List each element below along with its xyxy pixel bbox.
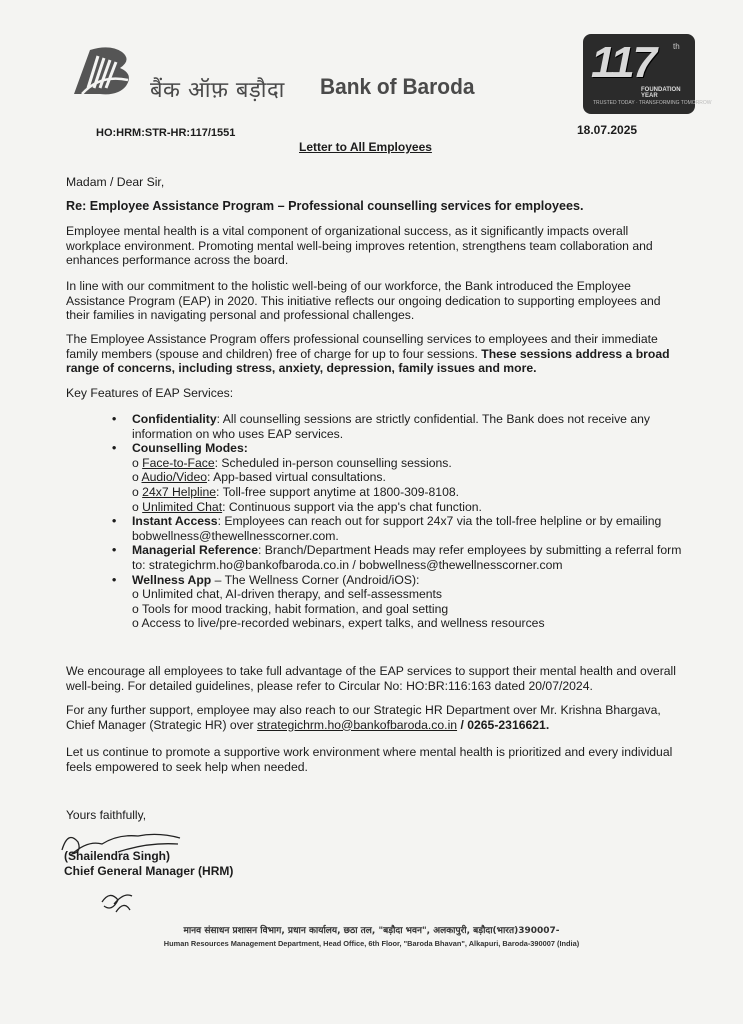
feature-text: – The Wellness Corner (Android/iOS): — [211, 572, 420, 587]
mode-label: Face-to-Face — [142, 455, 215, 470]
badge-tagline: TRUSTED TODAY · TRANSFORMING TOMORROW — [593, 100, 712, 106]
salutation: Madam / Dear Sir, — [66, 175, 165, 189]
reference-number: HO:HRM:STR-HR:117/1551 — [96, 127, 236, 139]
footer-address-english: Human Resources Management Department, Head Office, 6th Floor, "Baroda Bhavan", Alkapuri, Baroda-390007 (India) — [163, 939, 580, 948]
bullet-icon: • — [112, 514, 117, 529]
contact-email-link[interactable]: strategichrm.ho@bankofbaroda.co.in — [257, 717, 458, 732]
sub-marker: o — [132, 616, 139, 631]
mode-text: : Continuous support via the app's chat function. — [222, 499, 482, 514]
app-feature-text: Access to live/pre-recorded webinars, expert talks, and wellness resources — [141, 616, 545, 631]
sub-item — [112, 587, 687, 602]
sub-item — [112, 456, 687, 471]
feature-label: Managerial Reference — [132, 543, 258, 558]
sub-marker: o — [132, 455, 139, 470]
mode-label: Unlimited Chat — [142, 499, 223, 514]
feature-text: : Branch/Department Heads may refer employees by submitting a referral form to: strategichrm.ho@bankofbaroda.co.in / bobwellness@thewellnesscorner.com — [132, 543, 682, 572]
list-item — [112, 514, 687, 543]
sub-item — [112, 470, 687, 485]
badge-suffix: th — [673, 42, 680, 51]
footer-address-hindi: मानव संसाधन प्रशासन विभाग, प्रधान कार्यालय, छठा तल, "बड़ौदा भवन", अलकापुरी, बड़ौदा(भारत)390007- — [183, 926, 560, 936]
paragraph-3-bold: These sessions address a broad range of concerns, including stress, anxiety, depression, family issues and more. — [66, 346, 670, 375]
bullet-icon: • — [112, 543, 117, 558]
bullet-icon: • — [112, 412, 117, 426]
signatory-title: Chief General Manager (HRM) — [64, 864, 234, 878]
sub-item — [112, 500, 687, 515]
letter-title: Letter to All Employees — [299, 140, 432, 154]
paragraph-3 — [66, 332, 676, 376]
paragraph-3-text: The Employee Assistance Program offers professional counselling services to employees and their immediate family members (spouse and children) free of charge for up to four sessions. — [66, 332, 658, 361]
list-item — [112, 543, 687, 572]
paragraph-6: Let us continue to promote a supportive work environment where mental health is prioritized and every individual feels empowered to seek help when needed. — [66, 745, 673, 774]
list-item — [112, 441, 687, 456]
mode-label: 24x7 Helpline — [142, 484, 217, 499]
list-item — [112, 573, 687, 588]
bank-of-baroda-logo-icon — [70, 44, 136, 98]
bullet-icon: • — [112, 572, 117, 587]
sub-marker: o — [132, 499, 139, 514]
sub-marker: o — [132, 587, 139, 602]
closing: Yours faithfully, — [66, 808, 147, 822]
contact-phone: / 0265-2316621. — [457, 717, 550, 732]
mode-text: : Scheduled in-person counselling sessions. — [214, 455, 452, 470]
paragraph-1: Employee mental health is a vital component of organizational success, as it significantly impacts overall workplace environment. Promoting mental well-being improves retention, strengthens team collaboration and enhances performance across the board. — [66, 224, 653, 267]
paragraph-5 — [66, 703, 676, 732]
letter-date: 18.07.2025 — [577, 123, 638, 137]
feature-label: Wellness App — [132, 572, 212, 587]
bank-name-english: Bank of Baroda — [320, 74, 475, 99]
feature-label: Instant Access — [132, 514, 218, 529]
mode-text: : App-based virtual consultations. — [207, 470, 386, 485]
list-item — [112, 412, 687, 441]
sub-marker: o — [132, 601, 139, 616]
sub-item — [112, 485, 687, 500]
features-list — [112, 412, 687, 631]
key-features-heading: Key Features of EAP Services: — [66, 386, 234, 400]
sub-item — [112, 616, 687, 631]
initials-mark-icon — [96, 886, 136, 916]
feature-label: Confidentiality — [132, 412, 217, 426]
paragraph-4: We encourage all employees to take full advantage of the EAP services to support their mental health and overall well-being. For detailed guidelines, please refer to Circular No: HO:BR:116:163 dated 20/07/2024. — [66, 664, 676, 693]
bullet-icon: • — [112, 441, 117, 456]
badge-label: FOUNDATION YEAR — [641, 87, 681, 99]
feature-text: : Employees can reach out for support 24x7 via the toll-free helpline or by emailing bobwellness@thewellnesscorner.com. — [132, 514, 662, 543]
feature-label: Counselling Modes — [132, 441, 244, 456]
sub-item — [112, 602, 687, 617]
app-feature-text: Unlimited chat, AI-driven therapy, and self-assessments — [142, 587, 443, 602]
mode-label: Audio/Video — [141, 470, 208, 485]
subject-line: Re: Employee Assistance Program – Professional counselling services for employees. — [66, 199, 584, 213]
feature-colon: : — [243, 441, 248, 456]
feature-text: : All counselling sessions are strictly confidential. The Bank does not receive any information on who uses EAP services. — [132, 412, 650, 441]
sub-marker: o — [132, 484, 139, 499]
badge-number: 117 — [591, 38, 656, 87]
bank-name-hindi: बैंक ऑफ़ बड़ौदा — [150, 78, 285, 103]
app-feature-text: Tools for mood tracking, habit formation, and goal setting — [141, 601, 449, 616]
sub-marker: o — [132, 470, 139, 485]
mode-text: : Toll-free support anytime at 1800-309-8108. — [216, 484, 460, 499]
signatory-name: (Shailendra Singh) — [64, 849, 171, 863]
paragraph-2: In line with our commitment to the holistic well-being of our workforce, the Bank introduced the Employee Assistance Program (EAP) in 2020. This initiative reflects our ongoing dedication to supporting employees and their families in navigating personal and professional challenges. — [66, 279, 661, 322]
foundation-year-badge — [583, 34, 712, 114]
paragraph-5-text: For any further support, employee may also reach to our Strategic HR Department over Mr. Krishna Bhargava, Chief Manager (Strategic HR) over — [66, 703, 661, 732]
